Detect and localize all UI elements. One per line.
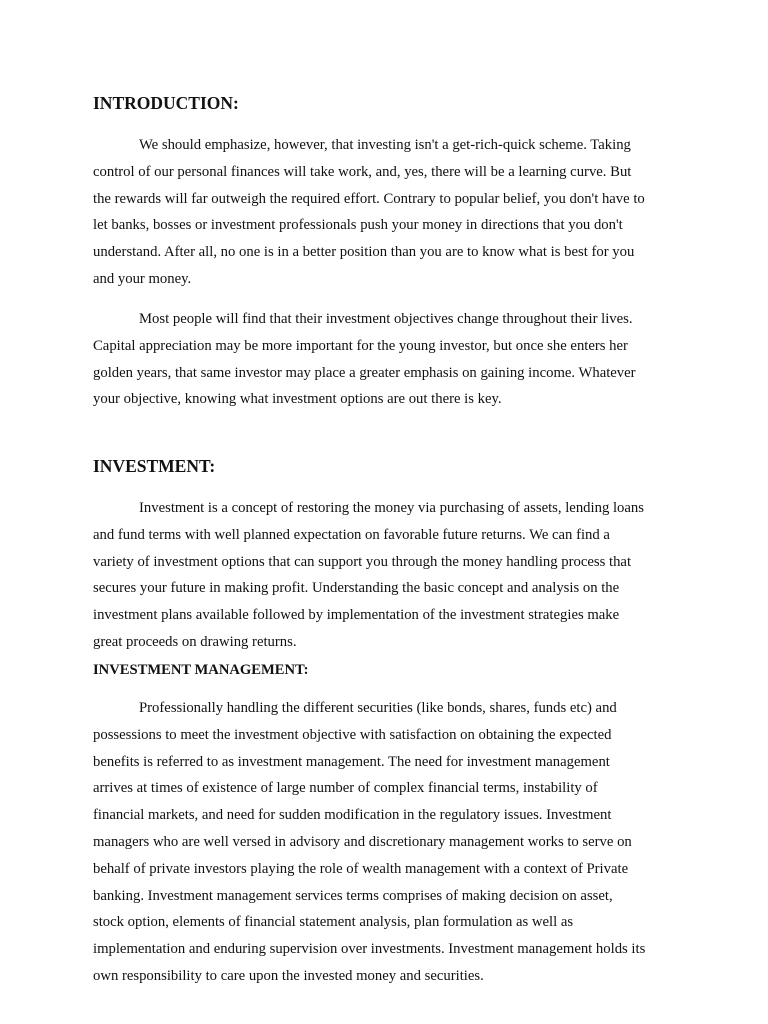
paragraph-line: control of our personal finances will take work, and, yes, there will be a learning curve. But [93, 163, 632, 180]
investment-management-heading: INVESTMENT MANAGEMENT: [93, 662, 309, 678]
paragraph-line: possessions to meet the investment objective with satisfaction on obtaining the expected [93, 726, 612, 743]
investment-management-paragraph-1 [93, 695, 683, 990]
paragraph-line: understand. After all, no one is in a better position than you are to know what is best for you [93, 244, 635, 261]
paragraph-line: let banks, bosses or investment professionals push your money in directions that you don't [93, 217, 623, 234]
paragraph-line: golden years, that same investor may place a greater emphasis on gaining income. Whatever [93, 364, 636, 381]
paragraph-line: great proceeds on drawing returns. [93, 633, 297, 650]
paragraph-line: We should emphasize, however, that investing isn't a get-rich-quick scheme. Taking [139, 137, 631, 153]
paragraph-line: stock option, elements of financial statement analysis, plan formulation as well as [93, 914, 574, 931]
introduction-heading: INTRODUCTION: [93, 93, 239, 113]
paragraph-line: arrives at times of existence of large number of complex financial terms, instability of [93, 780, 598, 797]
paragraph-line: secures your future in making profit. Understanding the basic concept and analysis on the [93, 580, 620, 597]
paragraph-line: and fund terms with well planned expectation on favorable future returns. We can find a [93, 526, 610, 543]
paragraph-line: benefits is referred to as investment management. The need for investment management [93, 753, 610, 770]
paragraph-line: Investment is a concept of restoring the money via purchasing of assets, lending loans [139, 500, 644, 516]
paragraph-line: variety of investment options that can support you through the money handling process that [93, 553, 632, 570]
paragraph-line: financial markets, and need for sudden modification in the regulatory issues. Investment [93, 807, 612, 824]
paragraph-line: banking. Investment management services terms comprises of making decision on asset, [93, 887, 613, 904]
paragraph-line: behalf of private investors playing the role of wealth management with a context of Private [93, 860, 629, 877]
paragraph-line: the rewards will far outweigh the required effort. Contrary to popular belief, you don't have to [93, 190, 645, 207]
paragraph-line: implementation and enduring supervision over investments. Investment management holds its [93, 941, 646, 958]
paragraph-line: own responsibility to care upon the invested money and securities. [93, 967, 484, 984]
paragraph-line: managers who are well versed in advisory and discretionary management works to serve on [93, 833, 632, 850]
introduction-paragraph-2 [93, 306, 683, 413]
introduction-paragraph-1 [93, 132, 683, 293]
paragraph-line: Capital appreciation may be more important for the young investor, but once she enters her [93, 337, 628, 354]
paragraph-line: investment plans available followed by implementation of the investment strategies make [93, 607, 620, 624]
investment-paragraph-1 [93, 495, 683, 656]
paragraph-line: Most people will find that their investment objectives change throughout their lives. [139, 311, 633, 327]
paragraph-line: your objective, knowing what investment options are out there is key. [93, 391, 502, 408]
investment-heading: INVESTMENT: [93, 456, 216, 476]
paragraph-line: Professionally handling the different securities (like bonds, shares, funds etc) and [139, 700, 617, 716]
paragraph-line: and your money. [93, 270, 192, 287]
